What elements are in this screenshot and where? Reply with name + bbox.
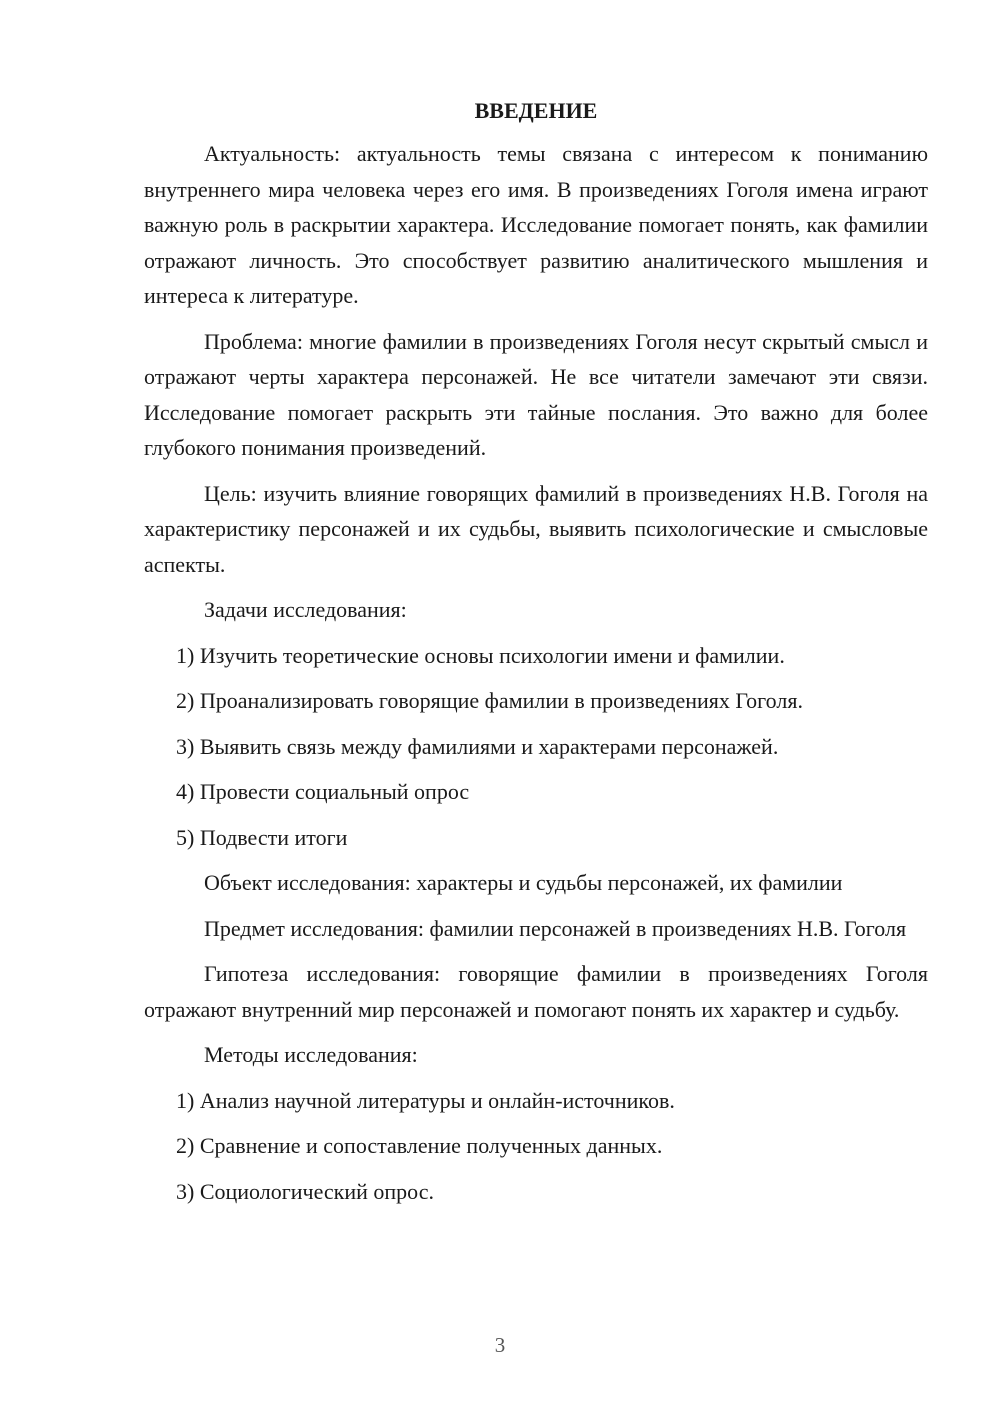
page-number: 3: [494, 1333, 506, 1357]
document-title: ВВЕДЕНИЕ: [474, 98, 598, 123]
method-item-2: 2) Сравнение и сопоставление полученных данных.: [176, 1133, 663, 1158]
subject-paragraph: Предмет исследования: фамилии персонажей в произведениях Н.В. Гоголя: [204, 915, 907, 941]
object-paragraph: Объект исследования: характеры и судьбы персонажей, их фамилии: [204, 870, 843, 895]
goal-paragraph: Цель: изучить влияние говорящих фамилий в произведениях Н.В. Гоголя на характеристику персонажей и их судьбы, выявить психологические и смысловые аспекты.: [144, 480, 928, 577]
tasks-heading: Задачи исследования:: [204, 597, 407, 622]
method-item-3: 3) Социологический опрос.: [176, 1178, 434, 1204]
task-item-4: 4) Провести социальный опрос: [176, 779, 470, 804]
hypothesis-paragraph: Гипотеза исследования: говорящие фамилии в произведениях Гоголя отражают внутренний мир персонажей и помогают понять их характер и судьбу.: [144, 961, 928, 1022]
document-page: [144, 96, 928, 1219]
methods-heading: Методы исследования:: [204, 1042, 418, 1067]
task-item-3: 3) Выявить связь между фамилиями и характерами персонажей.: [176, 733, 779, 759]
method-item-1: 1) Анализ научной литературы и онлайн-источников.: [176, 1087, 675, 1113]
problem-paragraph: Проблема: многие фамилии в произведениях Гоголя несут скрытый смысл и отражают черты характера персонажей. Не все читатели замечают эти связи. Исследование помогает раскрыть эти тайные послания. Это важно для более глубокого понимания произведений.: [144, 328, 928, 460]
task-item-2: 2) Проанализировать говорящие фамилии в произведениях Гоголя.: [176, 688, 803, 713]
task-item-1: 1) Изучить теоретические основы психологии имени и фамилии.: [176, 642, 785, 668]
relevance-paragraph: Актуальность: актуальность темы связана с интересом к пониманию внутреннего мира человека через его имя. В произведениях Гоголя имена играют важную роль в раскрытии характера. Исследование помогает понять, как фамилии отражают личность. Это способствует развитию аналитического мышления и интереса к литературе.: [144, 141, 928, 308]
task-item-5: 5) Подвести итоги: [176, 824, 348, 850]
